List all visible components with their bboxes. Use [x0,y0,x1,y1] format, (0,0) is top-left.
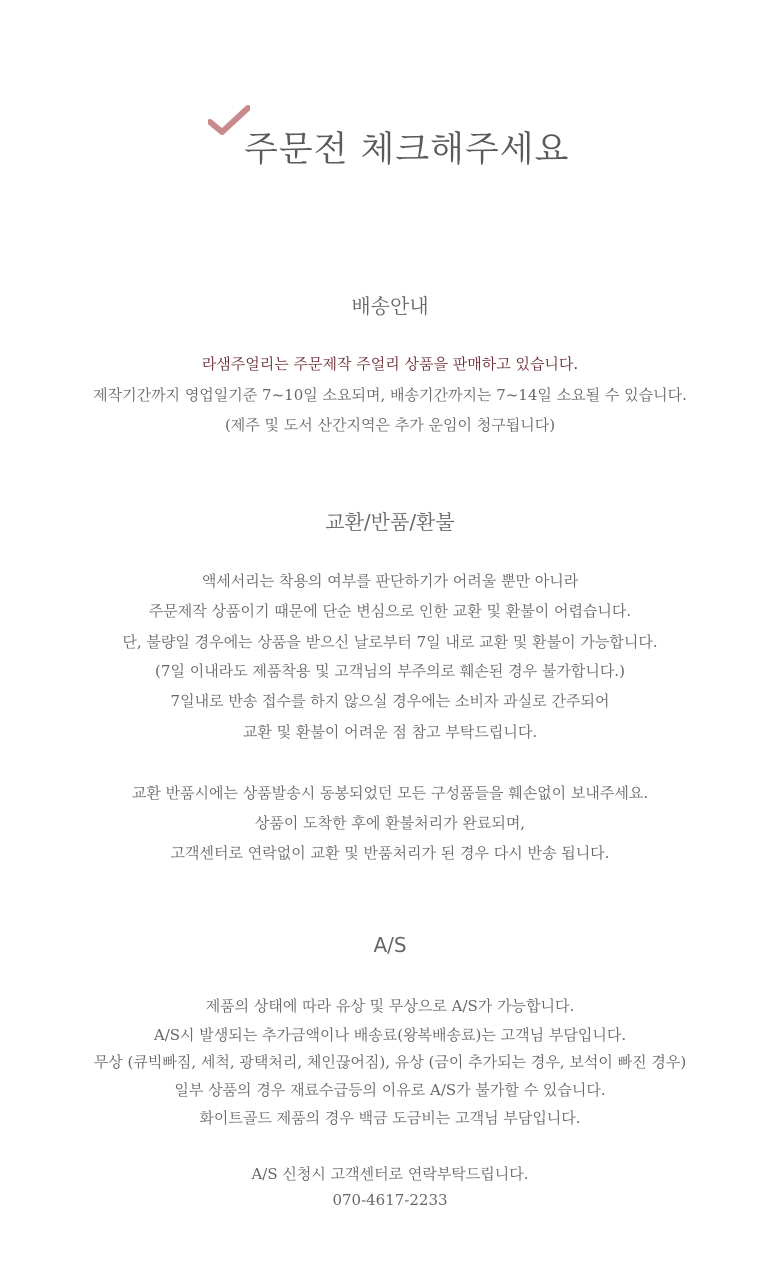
shipping-line: 라샘주얼리는 주문제작 주얼리 상품을 판매하고 있습니다. [201,355,579,373]
page-title: 주문전 체크해주세요 [244,130,570,170]
as-section-title: A/S [373,933,407,957]
exchange-line: 고객센터로 연락없이 교환 및 반품처리가 된 경우 다시 반송 됩니다. [170,844,610,862]
as-line: A/S시 발생되는 추가금액이나 배송료(왕복배송료)는 고객님 부담입니다. [153,1026,627,1044]
exchange-line: 상품이 도착한 후에 환불처리가 완료되며, [254,814,526,832]
page-header [0,98,780,178]
exchange-line: 교환 및 환불이 어려운 점 참고 부탁드립니다. [242,723,538,741]
exchange-section-title: 교환/반품/환불 [325,510,455,534]
shipping-section-title: 배송안내 [351,294,429,318]
exchange-line: 7일내로 반송 접수를 하지 않으실 경우에는 소비자 과실로 간주되어 [170,692,610,710]
exchange-line: 단, 불량일 경우에는 상품을 받으신 날로부터 7일 내로 교환 및 환불이 가능합니다. [122,633,658,651]
as-line: 화이트골드 제품의 경우 백금 도금비는 고객님 부담입니다. [199,1109,581,1127]
as-line: 무상 (큐빅빠짐, 세척, 광택처리, 체인끊어짐), 유상 (금이 추가되는 경우, 보석이 빠진 경우) [93,1053,687,1071]
phone-number: 070-4617-2233 [332,1191,448,1209]
as-line: A/S 신청시 고객센터로 연락부탁드립니다. [251,1165,529,1183]
as-line: 일부 상품의 경우 재료수급등의 이유로 A/S가 불가할 수 있습니다. [174,1081,606,1099]
exchange-line: 주문제작 상품이기 때문에 단순 변심으로 인한 교환 및 환불이 어렵습니다. [148,602,632,620]
exchange-line: 교환 반품시에는 상품발송시 동봉되었던 모든 구성품들을 훼손없이 보내주세요. [131,784,649,802]
shipping-line: 제작기간까지 영업일기준 7~10일 소요되며, 배송기간까지는 7~14일 소요될 수 있습니다. [93,386,687,404]
as-line: 제품의 상태에 따라 유상 및 무상으로 A/S가 가능합니다. [205,997,575,1015]
shipping-line: (제주 및 도서 산간지역은 추가 운임이 청구됩니다) [224,416,556,434]
exchange-line: 액세서리는 착용의 여부를 판단하기가 어려울 뿐만 아니라 [201,572,579,590]
exchange-line: (7일 이내라도 제품착용 및 고객님의 부주의로 훼손된 경우 불가합니다.) [155,662,625,680]
